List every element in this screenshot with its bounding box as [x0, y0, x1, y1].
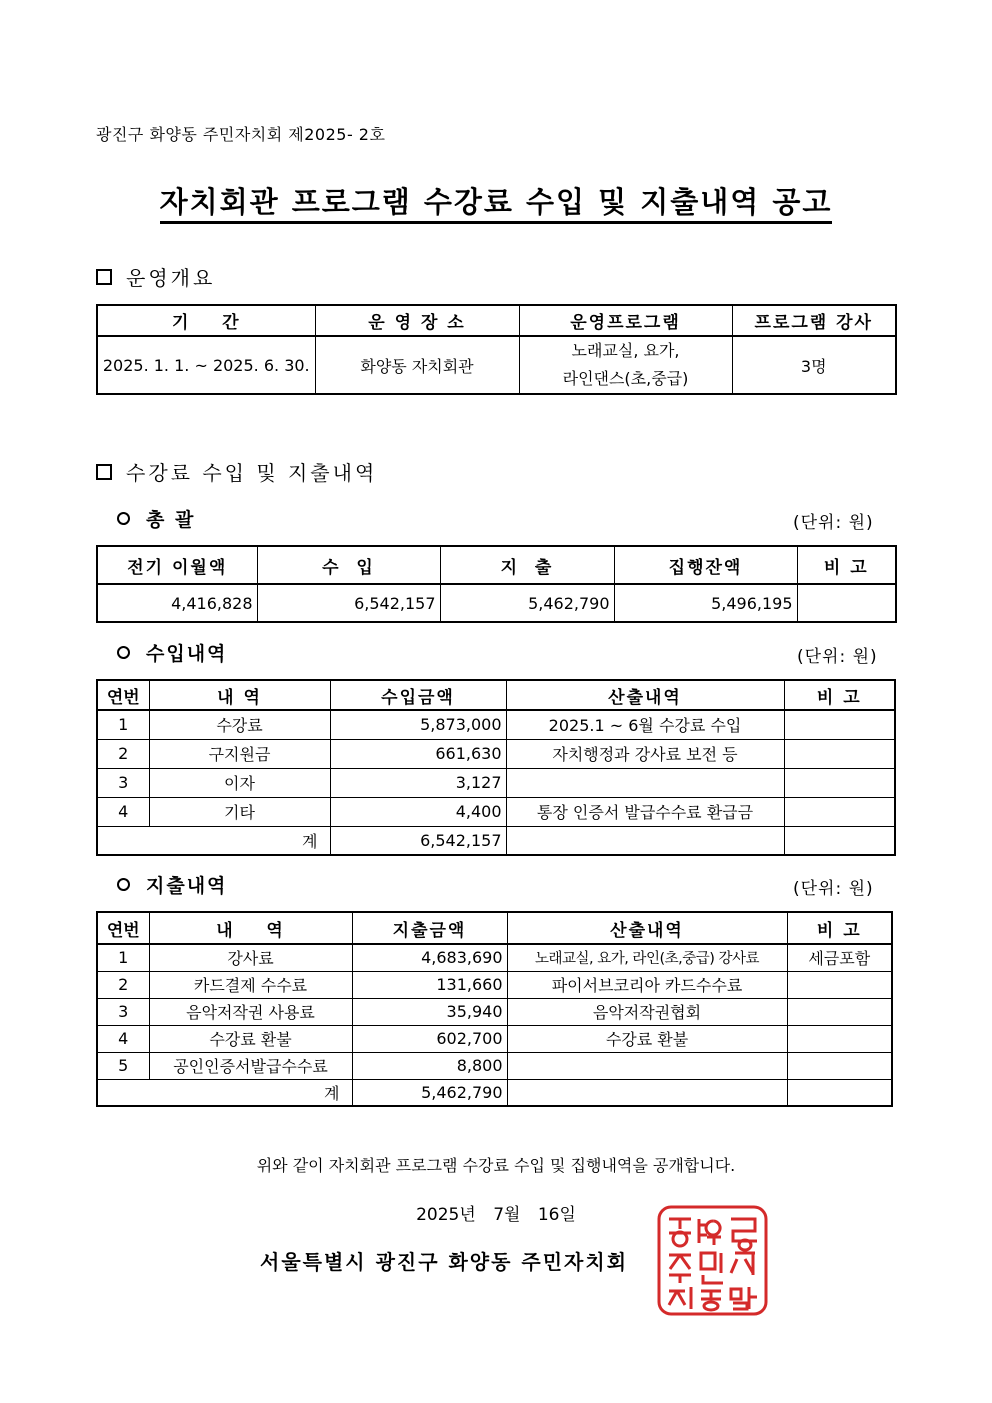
table-row: [97, 998, 892, 1025]
expense-header-amount: 지출금액: [352, 912, 507, 944]
table-row: [97, 1052, 892, 1079]
income-total-detail: [506, 826, 784, 855]
summary-carryover: 4,416,828: [97, 584, 257, 622]
checkbox-square-icon: [96, 269, 112, 285]
seal-glyph-9: [731, 1287, 757, 1309]
document-number: 광진구 화양동 주민자치회 제2025- 2호: [96, 125, 386, 144]
expense-amount: 131,660: [352, 971, 507, 998]
overview-place: 화양동 자치회관: [315, 336, 519, 394]
expense-amount: 35,940: [352, 998, 507, 1025]
overview-program-line2: 라인댄스(초,중급): [562, 369, 689, 388]
expense-header-detail: 산출내역: [507, 912, 787, 944]
section-heading-overview-text: 운영개요: [126, 266, 216, 290]
summary-unit: (단위: 원): [793, 513, 874, 533]
expense-table: [96, 911, 893, 1107]
expense-item: 공인인증서발급수수료: [149, 1052, 352, 1079]
expense-detail: 수강료 환불: [507, 1025, 787, 1052]
income-amount: 4,400: [330, 797, 506, 826]
summary-income: 6,542,157: [257, 584, 440, 622]
expense-header-note: 비 고: [787, 912, 892, 944]
table-row: [97, 971, 892, 998]
table-row: [97, 710, 895, 739]
income-no: 3: [97, 768, 149, 797]
expense-note: [787, 998, 892, 1025]
income-total-amount: 6,542,157: [330, 826, 506, 855]
table-row: [97, 739, 895, 768]
expense-no: 4: [97, 1025, 149, 1052]
table-row: [97, 944, 892, 971]
summary-heading: [117, 505, 195, 532]
overview-header-instructor: 프로그램 강사: [732, 305, 896, 336]
circle-bullet-icon: [117, 878, 130, 891]
expense-total-note: [787, 1079, 892, 1106]
expense-note: [787, 1052, 892, 1079]
seal-glyph-3: [731, 1219, 757, 1250]
expense-no: 2: [97, 971, 149, 998]
expense-amount: 4,683,690: [352, 944, 507, 971]
income-table: [96, 679, 896, 856]
overview-program-line1: 노래교실, 요가,: [571, 341, 680, 360]
expense-header-no: 연번: [97, 912, 149, 944]
table-row: [97, 1025, 892, 1052]
income-header-detail: 산출내역: [506, 680, 784, 710]
summary-table: [96, 545, 897, 623]
overview-instructors: 3명: [732, 336, 896, 394]
overview-header-place: 운 영 장 소: [315, 305, 519, 336]
expense-item: 수강료 환불: [149, 1025, 352, 1052]
income-item: 기타: [149, 797, 330, 826]
expense-total-amount: 5,462,790: [352, 1079, 507, 1106]
expense-note: [787, 1025, 892, 1052]
overview-header-period: 기 간: [97, 305, 315, 336]
seal-glyph-5: [701, 1253, 723, 1283]
official-seal-icon: [655, 1203, 770, 1318]
section-heading-overview: [96, 262, 215, 291]
income-heading: [117, 639, 227, 666]
circle-bullet-icon: [117, 512, 130, 525]
income-note: [784, 797, 895, 826]
date-day: 16일: [537, 1205, 576, 1225]
page-title: [0, 180, 992, 221]
summary-header-note: 비 고: [797, 546, 896, 584]
summary-header-expense: 지 출: [440, 546, 614, 584]
overview-program: [519, 336, 732, 394]
announcement-date: [0, 1200, 992, 1225]
closing-statement: 위와 같이 자치회관 프로그램 수강료 수입 및 집행내역을 공개합니다.: [256, 1156, 736, 1175]
table-row: [97, 797, 895, 826]
expense-note: [787, 971, 892, 998]
income-header-amount: 수입금액: [330, 680, 506, 710]
income-detail: 2025.1 ~ 6월 수강료 수입: [506, 710, 784, 739]
section-heading-finance-text: 수강료 수입 및 지출내역: [126, 461, 378, 485]
seal-glyph-8: [701, 1291, 721, 1310]
income-no: 2: [97, 739, 149, 768]
income-total-note: [784, 826, 895, 855]
expense-detail: [507, 1052, 787, 1079]
checkbox-square-icon: [96, 464, 112, 480]
expense-item: 카드결제 수수료: [149, 971, 352, 998]
expense-item: 강사료: [149, 944, 352, 971]
income-detail: [506, 768, 784, 797]
date-year: 2025년: [416, 1205, 476, 1225]
expense-unit: (단위: 원): [793, 879, 874, 899]
income-no: 4: [97, 797, 149, 826]
seal-glyph-4: [669, 1255, 691, 1283]
expense-amount: 602,700: [352, 1025, 507, 1052]
date-month: 7월: [493, 1205, 521, 1225]
overview-header-program: 운영프로그램: [519, 305, 732, 336]
expense-total-detail: [507, 1079, 787, 1106]
income-detail: 자치행정과 강사료 보전 등: [506, 739, 784, 768]
summary-balance: 5,496,195: [614, 584, 797, 622]
seal-glyph-1: [669, 1219, 691, 1246]
income-header-item: 내 역: [149, 680, 330, 710]
income-total-label: 계: [97, 826, 330, 855]
income-note: [784, 739, 895, 768]
income-no: 1: [97, 710, 149, 739]
expense-total-row: [97, 1079, 892, 1106]
organization-name: 서울특별시 광진구 화양동 주민자치회: [260, 1250, 629, 1274]
income-item: 이자: [149, 768, 330, 797]
circle-bullet-icon: [117, 646, 130, 659]
expense-heading-text: 지출내역: [146, 875, 228, 897]
seal-glyph-6: [731, 1253, 755, 1275]
summary-heading-text: 총 괄: [146, 509, 196, 531]
income-header-note: 비 고: [784, 680, 895, 710]
page-title-text: 자치회관 프로그램 수강료 수입 및 지출내역 공고: [160, 185, 833, 224]
income-note: [784, 768, 895, 797]
expense-detail: 파이서브코리아 카드수수료: [507, 971, 787, 998]
income-heading-text: 수입내역: [146, 643, 228, 665]
income-header-no: 연번: [97, 680, 149, 710]
income-note: [784, 710, 895, 739]
expense-note: 세금포함: [787, 944, 892, 971]
income-item: 수강료: [149, 710, 330, 739]
income-detail: 통장 인증서 발급수수료 환급금: [506, 797, 784, 826]
expense-total-label: 계: [97, 1079, 352, 1106]
expense-no: 1: [97, 944, 149, 971]
income-amount: 661,630: [330, 739, 506, 768]
summary-note: [797, 584, 896, 622]
summary-expense: 5,462,790: [440, 584, 614, 622]
expense-no: 3: [97, 998, 149, 1025]
income-amount: 5,873,000: [330, 710, 506, 739]
summary-header-carryover: 전기 이월액: [97, 546, 257, 584]
expense-item: 음악저작권 사용료: [149, 998, 352, 1025]
overview-period: 2025. 1. 1. ~ 2025. 6. 30.: [97, 336, 315, 394]
income-item: 구지원금: [149, 739, 330, 768]
section-heading-finance: [96, 457, 377, 486]
summary-header-income: 수 입: [257, 546, 440, 584]
income-total-row: [97, 826, 895, 855]
income-amount: 3,127: [330, 768, 506, 797]
expense-detail: 노래교실, 요가, 라인(초,중급) 강사료: [507, 944, 787, 971]
overview-table: [96, 304, 897, 395]
expense-heading: [117, 871, 227, 898]
seal-glyph-2: [699, 1219, 721, 1245]
expense-header-item: 내 역: [149, 912, 352, 944]
seal-glyph-7: [669, 1287, 691, 1309]
income-unit: (단위: 원): [797, 647, 878, 667]
expense-detail: 음악저작권협회: [507, 998, 787, 1025]
table-row: [97, 768, 895, 797]
expense-no: 5: [97, 1052, 149, 1079]
expense-amount: 8,800: [352, 1052, 507, 1079]
summary-header-balance: 집행잔액: [614, 546, 797, 584]
